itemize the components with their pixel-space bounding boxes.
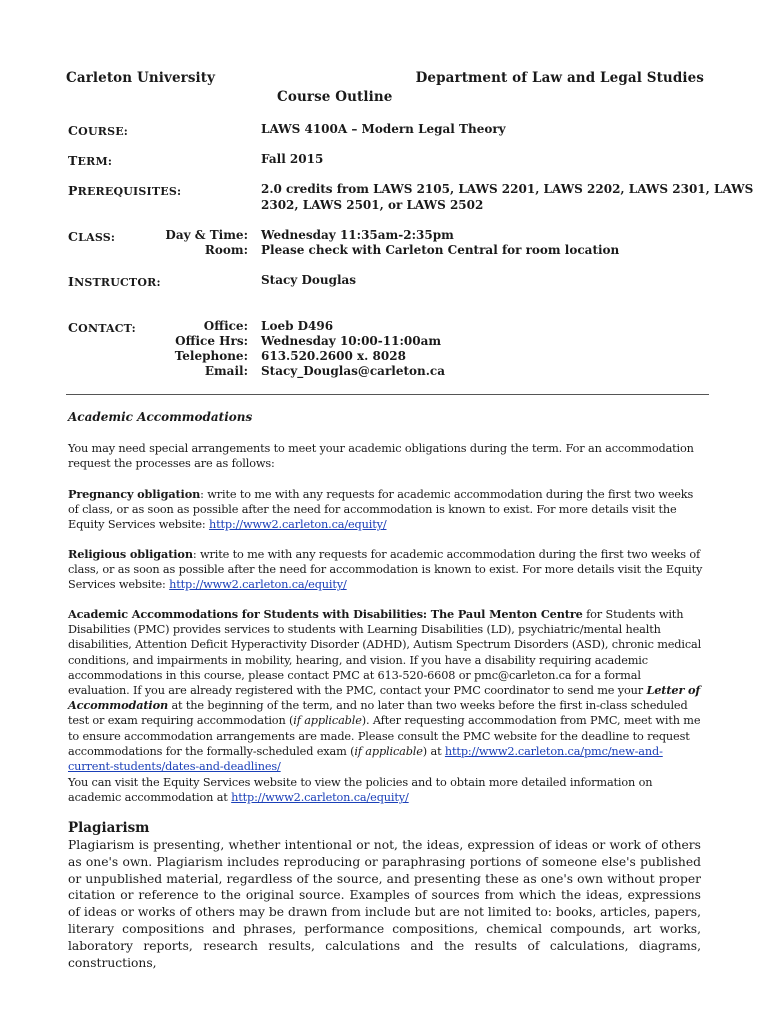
plagiarism-text: Plagiarism is presenting, whether intentional or not, the ideas, expression of ideas or work of others as one's own. Plagiarism includes reproducing or paraphrasing portions of someone else's published or unpublished material, regardless of the source, and presenting these as one's own without proper citation or reference to the original source. Examples of sources from which the ideas, expressions of ideas or works of others may be drawn from include but are not limited to: books, articles, papers, literary compositions and phrases, performance compositions, chemical compounds, art works, laboratory reports, research results, calculations and the results of calculations, diagrams, constructions,	[68, 838, 701, 970]
department-name: Department of Law and Legal Studies	[415, 70, 704, 86]
prerequisites-label: PREREQUISITES:	[68, 183, 182, 198]
room-value: Please check with Carleton Central for room location	[261, 243, 620, 257]
daytime-value: Wednesday 11:35am-2:35pm	[261, 228, 454, 242]
office-hours-value: Wednesday 10:00-11:00am	[261, 334, 442, 348]
page-title: Course Outline	[277, 89, 393, 105]
equity-paragraph: You can visit the Equity Services website to view the policies and to obtain more detailed information on academic accommodation at http://www2.carleton.ca/equity/	[68, 776, 653, 805]
accommodations-intro: You may need special arrangements to meet your academic obligations during the term. For an accommodation request the processes are as follows:	[68, 442, 694, 471]
section-divider	[66, 394, 709, 395]
religious-equity-link[interactable]: http://www2.carleton.ca/equity/	[169, 578, 347, 592]
office-label: Office:	[203, 319, 248, 333]
contact-label: CONTACT:	[68, 320, 136, 335]
telephone-label: Telephone:	[174, 349, 248, 363]
instructor-value: Stacy Douglas	[261, 273, 357, 287]
instructor-label: INSTRUCTOR:	[68, 274, 161, 289]
course-label: COURSE:	[68, 123, 129, 138]
term-value: Fall 2015	[261, 152, 324, 166]
pregnancy-equity-link[interactable]: http://www2.carleton.ca/equity/	[208, 518, 387, 532]
office-value: Loeb D496	[261, 319, 334, 333]
daytime-label: Day & Time:	[165, 228, 248, 242]
pregnancy-paragraph: Pregnancy obligation: write to me with any requests for academic accommodation during the first two weeks of class, or as soon as possible after the need for accommodation is known to exist. For more details visit the Equity Services website: http://www2.carleton.ca/equity/	[68, 487, 694, 532]
room-label: Room:	[204, 243, 248, 257]
accommodations-heading: Academic Accommodations	[68, 410, 253, 424]
plagiarism-heading: Plagiarism	[68, 820, 150, 836]
disabilities-paragraph: Academic Accommodations for Students with Disabilities: The Paul Menton Centre for Students with Disabilities (PMC) provides services to students with Learning Disabilities (LD), psychiatric/mental health disabilities, Attention Deficit Hyperactivity Disorder (ADHD), Autism Spectrum Disorders (ASD), chronic medical conditions, and impairments in mobility, hearing, and vision. If you have a disability requiring academic accommodations in this course, please contact PMC at 613-520-6608 or pmc@carleton.ca for a formal evaluation. If you are already registered with the PMC, contact your PMC coordinator to send me your Letter of Accommodation at the beginning of the term, and no later than two weeks before the first in-class scheduled test or exam requiring accommodation (if applicable). After requesting accommodation from PMC, meet with me to ensure accommodation arrangements are made. Please consult the PMC website for the deadline to request accommodations for the formally-scheduled exam (if applicable) at http://www2.carleton.ca/pmc/new-and-current-students/dates-and-deadlines/	[68, 607, 702, 774]
telephone-value: 613.520.2600 x. 8028	[261, 349, 406, 363]
equity-services-link[interactable]: http://www2.carleton.ca/equity/	[231, 791, 409, 805]
office-hours-label: Office Hrs:	[175, 334, 248, 348]
course-value: LAWS 4100A – Modern Legal Theory	[261, 122, 506, 136]
prerequisites-value-line1: 2.0 credits from LAWS 2105, LAWS 2201, LAWS 2202, LAWS 2301, LAWS	[261, 182, 754, 196]
term-label: TERM:	[68, 153, 113, 168]
class-label: CLASS:	[68, 229, 116, 244]
pmc-deadlines-link[interactable]: http://www2.carleton.ca/pmc/new-and-current-students/dates-and-deadlines/	[68, 744, 663, 774]
email-value: Stacy_Douglas@carleton.ca	[261, 364, 446, 378]
prerequisites-value-line2: 2302, LAWS 2501, or LAWS 2502	[261, 198, 484, 212]
email-label: Email:	[204, 364, 248, 378]
university-name: Carleton University	[66, 70, 216, 86]
religious-paragraph: Religious obligation: write to me with any requests for academic accommodation during the first two weeks of class, or as soon as possible after the need for accommodation is known to exist. For more details visit the Equity Services website: http://www2.carleton.ca/equity/	[68, 547, 703, 592]
